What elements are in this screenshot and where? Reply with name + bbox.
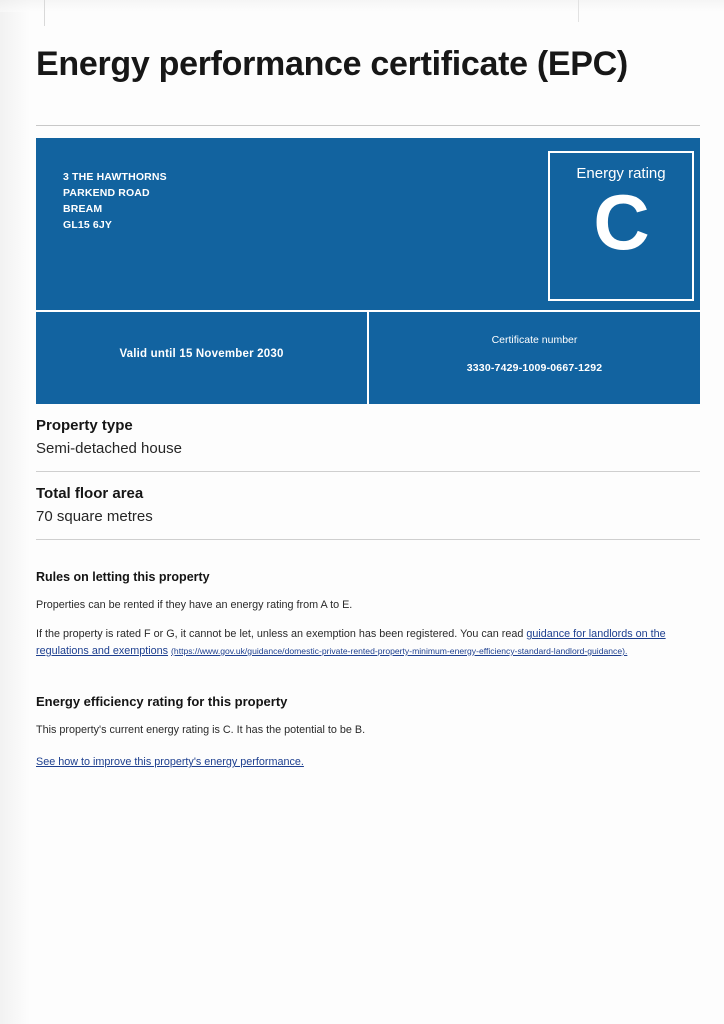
- address-line-1: 3 THE HAWTHORNS: [63, 171, 167, 184]
- energy-rating-letter: C: [593, 178, 649, 267]
- valid-until-text: Valid until 15 November 2030: [119, 348, 284, 361]
- improve-performance-link[interactable]: See how to improve this property's energy performance.: [36, 756, 304, 769]
- fact-property-type: [36, 417, 700, 472]
- fact-divider-1: [36, 471, 700, 472]
- fact-value-total-floor-area: 70 square metres: [36, 508, 153, 526]
- fact-label-property-type: Property type: [36, 417, 133, 435]
- fact-label-total-floor-area: Total floor area: [36, 485, 144, 503]
- address-line-3: BREAM: [63, 202, 103, 215]
- fact-total-floor-area: [36, 485, 700, 540]
- letting-rules-paragraph-2: [36, 626, 700, 659]
- landlord-guidance-url[interactable]: (https://www.gov.uk/guidance/domestic-private-rented-property-minimum-energy-efficiency-standard-landlord-guidance).: [171, 645, 628, 656]
- certificate-banner-bottom: [36, 312, 700, 404]
- scan-edge-shading-left: [0, 0, 30, 1024]
- letting-rules-paragraph-1: Properties can be rented if they have an energy rating from A to E.: [36, 599, 353, 612]
- document-content: [36, 0, 700, 770]
- certificate-number-value: 3330-7429-1009-0667-1292: [466, 362, 603, 375]
- landlord-guidance-link[interactable]: guidance for landlords on the regulations and exemptions: [36, 628, 666, 657]
- energy-efficiency-paragraph: This property's current energy rating is C. It has the potential to be B.: [36, 723, 366, 736]
- energy-efficiency-section: [36, 694, 700, 771]
- property-address: [63, 170, 167, 233]
- energy-efficiency-heading: Energy efficiency rating for this property: [36, 693, 288, 709]
- letting-rules-section: [36, 570, 700, 659]
- certificate-banner-top: [36, 138, 700, 312]
- title-divider: [36, 125, 700, 126]
- address-line-2: PARKEND ROAD: [63, 187, 150, 200]
- page-title: Energy performance certificate (EPC): [36, 45, 628, 83]
- certificate-banner: [36, 138, 700, 404]
- fact-divider-2: [36, 539, 700, 540]
- valid-until-cell: [36, 312, 369, 404]
- address-postcode: GL15 6JY: [63, 218, 113, 231]
- certificate-number-cell: [369, 312, 700, 404]
- letting-rules-text-lead: If the property is rated F or G, it cannot be let, unless an exemption has been registered. You can read: [36, 628, 527, 641]
- letting-rules-heading: Rules on letting this property: [36, 570, 210, 585]
- energy-rating-box: [548, 151, 694, 301]
- energy-rating-label: Energy rating: [576, 165, 666, 183]
- fact-value-property-type: Semi-detached house: [36, 440, 182, 458]
- certificate-number-label: Certificate number: [491, 334, 578, 347]
